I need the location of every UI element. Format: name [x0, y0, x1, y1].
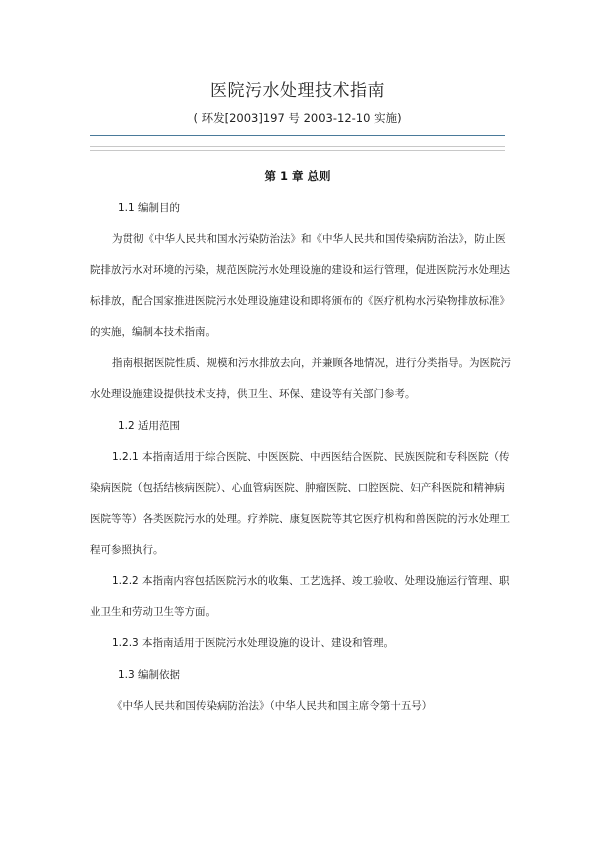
- title-divider: [90, 135, 505, 136]
- section-heading: 1.2 适用范围: [118, 420, 181, 432]
- paragraph-line: 1.2.2 本指南内容包括医院污水的收集、工艺选择、竣工验收、处理设施运行管理、职: [112, 575, 510, 587]
- section-heading: 1.1 编制目的: [118, 202, 181, 214]
- paragraph-line: 的实施，编制本技术指南。: [90, 326, 216, 338]
- paragraph-line: 标排放，配合国家推进医院污水处理设施建设和即将颁布的《医疗机构水污染物排放标准》: [90, 295, 510, 307]
- paragraph-line: 水处理设施建设提供技术支持，供卫生、环保、建设等有关部门参考。: [90, 388, 416, 400]
- paragraph-line: 指南根据医院性质、规模和污水排放去向，并兼顾各地情况，进行分类指导。为医院污: [112, 357, 511, 369]
- header-double-rule: [90, 146, 505, 151]
- paragraph-line: 为贯彻《中华人民共和国水污染防治法》和《中华人民共和国传染病防治法》，防止医: [112, 233, 506, 245]
- paragraph-line: 业卫生和劳动卫生等方面。: [90, 606, 216, 618]
- paragraph-line: 《中华人民共和国传染病防治法》（中华人民共和国主席令第十五号）: [112, 700, 433, 712]
- paragraph-line: 程可参照执行。: [90, 544, 164, 556]
- document-subtitle: ( 环发[2003]197 号 2003-12-10 实施): [193, 111, 402, 125]
- chapter-heading: 第 1 章 总则: [264, 169, 331, 183]
- paragraph-line: 医院等等）各类医院污水的处理。疗养院、康复医院等其它医疗机构和兽医院的污水处理工: [90, 513, 510, 525]
- paragraph-line: 1.2.3 本指南适用于医院污水处理设施的设计、建设和管理。: [112, 637, 395, 649]
- paragraph-line: 院排放污水对环境的污染，规范医院污水处理设施的建设和运行管理，促进医院污水处理达: [90, 264, 510, 276]
- section-heading: 1.3 编制依据: [118, 669, 181, 681]
- paragraph-line: 染病医院（包括结核病医院）、心血管病医院、肿瘤医院、口腔医院、妇产科医院和精神病: [90, 482, 505, 494]
- paragraph-line: 1.2.1 本指南适用于综合医院、中医医院、中西医结合医院、民族医院和专科医院（传: [112, 451, 510, 463]
- document-title: 医院污水处理技术指南: [210, 81, 385, 101]
